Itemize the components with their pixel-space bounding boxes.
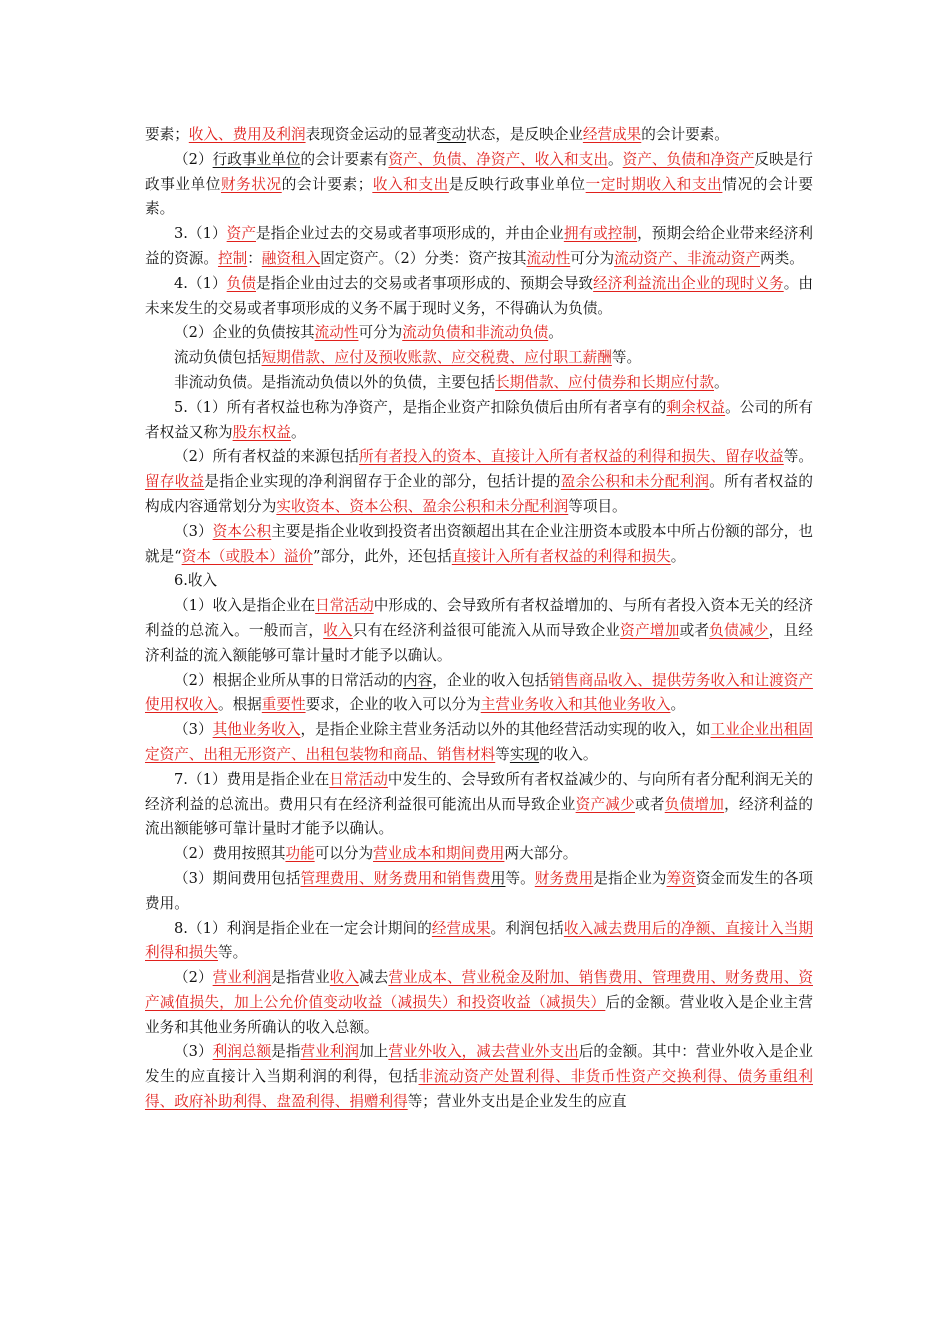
underlined-text: 实现 [509,745,540,763]
text-run: （3） [174,1043,213,1061]
text-run: 。利润包括 [490,919,564,937]
highlighted-term: 销售商品收入、提供劳务收入和让渡资产使用权收入 [145,671,813,714]
highlighted-term: 长期借款、应付债券和长期应付款 [495,373,714,391]
highlighted-term: 主营业务收入和其他业务收入 [480,696,671,714]
text-run: 或者 [679,621,710,639]
text-run: 可分为 [570,249,615,267]
highlighted-term: 负债 [226,274,256,292]
paragraph [145,1040,813,1114]
text-run: 可以分为 [314,845,374,863]
text-run: 表现资金运动的显著 [305,126,437,143]
highlighted-term: 资本（或股本）溢价 [181,547,314,565]
text-run: 等。 [783,448,813,466]
highlighted-term: 经营成果 [431,919,491,937]
paragraph [145,371,813,396]
text-run: 8.（1）利润是指企业在一定会计期间的 [174,919,432,937]
highlighted-term: 收入减去费用后的净额、直接计入当期利得和损失 [145,919,813,962]
text-run: 的收入。 [539,745,598,763]
highlighted-term: 营业利润 [300,1043,360,1061]
paragraph [145,396,813,446]
highlighted-term: 其他业务收入 [212,721,301,739]
text-run: 中发生的、会导致所有者权益减少的、与向所有者分配利润无关的经济利益的总流出。费用只有在经济利益很可能流出从而导致企业 [145,770,813,813]
underlined-text: 变动 [436,126,467,143]
highlighted-term: 资产增加 [620,621,680,639]
text-run: 的会计要素； [281,175,373,193]
text-run: 加上 [359,1043,389,1061]
text-run: 5.（1）所有者权益也称为净资产，是指企业资产扣除负债后由所有者享有的 [174,398,667,416]
text-run: （2）费用按照其 [174,845,286,863]
text-run: 要素； [145,126,189,143]
highlighted-term: 流动性 [314,324,359,342]
text-run: （2）企业的负债按其 [174,324,315,342]
paragraph [145,123,813,148]
highlighted-term: 营业外收入，减去营业外支出 [388,1043,579,1061]
paragraph [145,222,813,272]
paragraph [145,842,813,867]
text-run: 是指企业为 [593,869,667,887]
text-run: 状态，是反映企业 [466,126,583,143]
paragraph [145,321,813,346]
highlighted-term: 重要性 [261,696,306,714]
text-run: ，是指企业除主营业务活动以外的其他经营活动实现的收入，如 [300,721,711,739]
highlighted-term: 流动性 [526,249,571,267]
highlighted-term: 负债增加 [664,795,725,813]
text-run: 。所有者权益的构成内容通常划分为 [145,473,813,515]
highlighted-term: 经济利益流出企业的现时义务 [593,274,784,292]
text-run: 或者 [635,795,665,813]
highlighted-term: 营业成本、营业税金及附加、销售费用、管理费用、财务费用、资产减值损失，加上公允价值变动收益（减损失）和投资收益（减损失） [145,969,813,1011]
text-run: 固定资产。（2）分类：资产按其 [320,249,527,267]
highlighted-term: 所有者投入的资本、直接计入所有者权益的利得和损失、留存收益 [359,448,784,466]
text-run: 。由未来发生的交易或者事项形成的义务不属于现时义务，不得确认为负债。 [145,274,813,317]
paragraph [145,520,813,570]
text-run: 。 [290,423,306,441]
highlighted-term: 管理费用、财务费用和销售费 [300,869,491,887]
text-run: 资金而发生的各项费用。 [145,869,813,912]
text-run: （3）期间费用包括 [174,869,301,887]
text-run: 流动负债包括 [174,349,262,367]
text-run: 。 [548,324,563,342]
highlighted-term: 营业成本和期间费用 [373,845,505,863]
highlighted-term: 短期借款、应付及预收账款、应交税费、应付职工薪酬 [261,349,612,367]
text-run: 等。 [217,944,248,962]
text-run: 。 [714,373,729,391]
text-run: （3） [174,721,213,739]
text-run: （2）根据企业所从事的日常活动的 [174,671,403,689]
highlighted-term: 收入、费用及利润 [188,126,306,143]
text-run: 等。 [611,349,642,367]
text-run: ，经济利益的流出额能够可靠计量时才能予以确认。 [145,795,813,838]
text-run: ，企业的收入包括 [432,671,550,689]
text-run: 两类。 [760,249,804,267]
text-run: ，且经济利益的流入额能够可靠计量时才能予以确认。 [145,621,813,664]
text-run: 。 [607,150,623,168]
highlighted-term: 利润总额 [212,1043,272,1061]
text-run: 等；营业外支出是企业发生的应直 [407,1093,627,1111]
text-run: 的会计要素。 [641,126,729,143]
text-run: ，预期会给企业带来经济利益的资源。 [145,225,813,267]
highlighted-term: 实收资本、资本公积、盈余公积和未分配利润 [276,497,569,515]
highlighted-term: 控制 [217,249,248,267]
text-run: 。 [670,696,686,714]
paragraph [145,867,813,917]
highlighted-term: 拥有或控制 [563,225,638,243]
highlighted-term: 流动负债和非流动负债 [402,324,549,342]
text-run: 后的金额。其中：营业外收入是企业发生的应直接计入当期利润的利得，包括 [145,1043,813,1086]
document-body [145,123,813,1115]
text-run: 7.（1）费用是指企业在 [174,770,330,788]
highlighted-term: 盈余公积和未分配利润 [560,473,710,491]
text-run: （2） [174,969,213,987]
text-run: 。根据 [217,696,262,714]
text-run: 等。 [505,869,535,887]
paragraph [145,148,813,222]
text-run: 非流动负债。是指流动负债以外的负债，主要包括 [174,373,496,391]
highlighted-term: 收入 [323,621,353,639]
text-run: 等 [495,745,510,763]
highlighted-term: 日常活动 [329,770,388,788]
highlighted-term: 经营成果 [582,126,642,143]
highlighted-term: 营业利润 [212,969,272,987]
highlighted-term: 资产、负债、净资产、收入和支出 [388,150,608,168]
highlighted-term: 日常活动 [315,597,374,615]
highlighted-term: 非流动资产处置利得、非货币性资产交换利得、债务重组利得、政府补助利得、盘盈利得、捐赠利得 [145,1068,813,1111]
highlighted-term: 直接计入所有者权益的利得和损失 [451,547,671,565]
text-run: 3.（1） [174,225,227,243]
text-run: 是指企业实现的净利润留存于企业的部分，包括计提的 [204,473,561,491]
text-run: 减去 [359,969,389,987]
paragraph [145,917,813,967]
text-run: 只有在经济利益很可能流入从而导致企业 [352,621,621,639]
text-run: 中形成的、会导致所有者权益增加的、与所有者投入资本无关的经济利益的总流入。一般而言， [145,597,813,639]
text-run: 是反映行政事业单位 [448,175,586,193]
highlighted-term: 一定时期收入和支出 [585,175,723,193]
highlighted-term: 资产、负债和净资产 [622,150,755,168]
text-run: 情况的会计要素。 [145,175,813,218]
highlighted-term: 融资租入 [261,249,321,267]
highlighted-term: 流动资产、非流动资产 [614,249,761,267]
highlighted-term: 财务状况 [220,175,282,193]
text-run: 是指企业过去的交易或者事项形成的，并由企业 [255,225,564,243]
text-run: 6.收入 [174,572,218,590]
highlighted-term: 资本公积 [212,522,272,540]
text-run: 要求，企业的收入可以分为 [305,696,481,714]
text-run: 后的金额。营业收入是企业主营业务和其他业务所确认的收入总额。 [145,993,813,1036]
text-run: （1）收入是指企业在 [174,597,316,615]
text-run: 的会计要素有 [300,150,389,168]
text-run: 。公司的所有者权益又称为 [145,398,813,441]
underlined-text: 用 [490,869,506,887]
underlined-text: 行政事业单位 [212,150,301,168]
text-run: 是指营业 [271,969,330,987]
underlined-text: 内容 [402,671,433,689]
text-run: 是指企业由过去的交易或者事项形成的、预期会导致 [255,274,594,292]
text-run: 可分为 [358,324,403,342]
paragraph [145,669,813,719]
text-run: 4.（1） [174,274,227,292]
text-run: 等项目。 [568,497,627,515]
highlighted-term: 负债减少 [709,621,769,639]
highlighted-term: 财务费用 [534,869,594,887]
highlighted-term: 工业企业出租固定资产、出租无形资产、出租包装物和商品、销售材料 [145,721,813,763]
paragraph [145,768,813,842]
paragraph [145,594,813,668]
highlighted-term: 筹资 [666,869,696,887]
highlighted-term: 功能 [285,845,315,863]
highlighted-term: 收入和支出 [372,175,449,193]
highlighted-term: 股东权益 [232,423,291,441]
text-run: （2） [174,150,213,168]
text-run: 。 [670,547,686,565]
paragraph [145,272,813,322]
text-run: ”部分，此外，还包括 [313,547,452,565]
text-run: 主要是指企业收到投资者出资额超出其在企业注册资本或股本中所占份额的部分，也就是“ [145,522,813,565]
highlighted-term: 留存收益 [145,473,205,491]
paragraph [145,966,813,1040]
highlighted-term: 剩余权益 [666,398,726,416]
text-run: 两大部分。 [504,845,578,863]
highlighted-term: 资产 [226,225,256,243]
paragraph [145,346,813,371]
highlighted-term: 资产减少 [575,795,636,813]
text-run: 是指 [271,1043,301,1061]
text-run: （2）所有者权益的来源包括 [174,448,360,466]
text-run: ： [247,249,262,267]
paragraph [145,718,813,768]
paragraph [145,445,813,519]
highlighted-term: 收入 [329,969,360,987]
text-run: （3） [174,522,213,540]
paragraph [145,569,813,594]
text-run: 反映是行政事业单位 [145,150,813,193]
